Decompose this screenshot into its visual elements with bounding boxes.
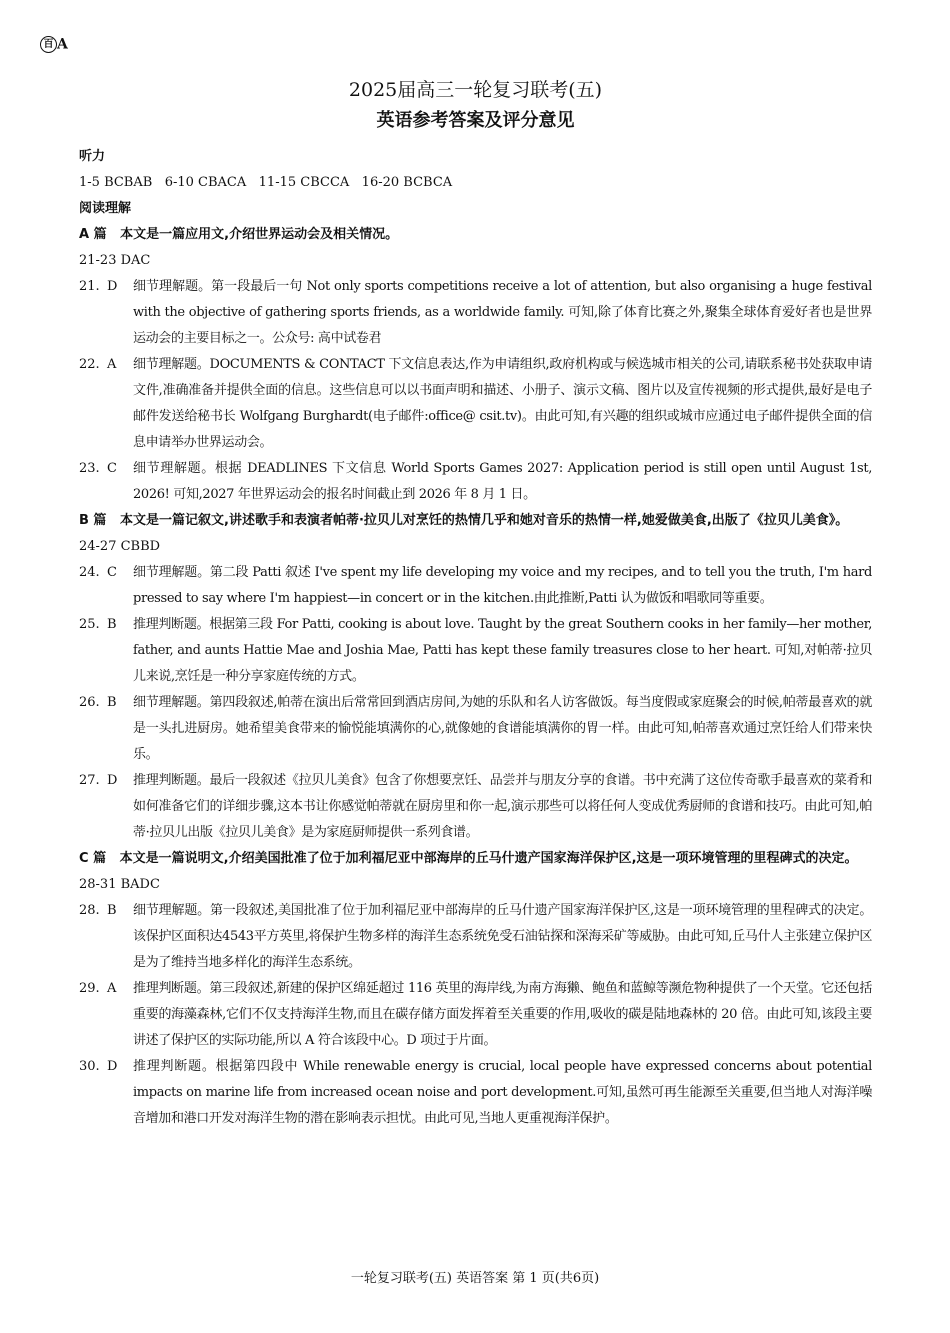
question-explanation: 细节理解题。第一段叙述,美国批准了位于加利福尼亚中部海岸的丘马什遗产国家海洋保护区,这是一项环境管理的里程碑式的决定。该保护区面积达4543平方英里,将保护生物多样的海洋生态系统免受石油钻探和深海采矿等威胁。由此可知,丘马什人主张建立保护区是为了维持当地多样化的海洋生态系统。 [133, 903, 872, 970]
answer-document [79, 76, 872, 1132]
passage-a [79, 222, 872, 508]
answer-range: 28-31 BADC [79, 877, 160, 892]
question-answer: D [107, 773, 118, 788]
question-item [79, 768, 872, 846]
question-explanation: 细节理解题。根据 DEADLINES 下文信息 World Sports Games 2027: Application period is still open until August 1st, 2026! 可知,2027 年世界运动会的报名时间截止到 2026 年 8 月 1 日。 [133, 461, 872, 502]
question-item [79, 898, 872, 976]
question-explanation: 推理判断题。根据第三段 For Patti, cooking is about love. Taught by the great Southern cooks in her family—her mother, father, and aunts Hattie Mae and Joshia Mae, Patti has kept these family treasures close to her heart. 可知,对帕蒂·拉贝儿来说,烹饪是一种分享家庭传统的方式。 [133, 617, 872, 684]
question-item [79, 976, 872, 1054]
question-item [79, 690, 872, 768]
passage-intro [79, 222, 872, 248]
question-explanation: 细节理解题。DOCUMENTS & CONTACT 下文信息表达,作为申请组织,政府机构或与候选城市相关的公司,请联系秘书处获取申请文件,准确准备并提供全面的信息。这些信息可以以书面声明和描述、小册子、演示文稿、图片以及宣传视频的形式提供,最好是电子邮件发送给秘书长 Wolfgang Burghardt(电子邮件:office@ csit.tv)。由此可知,有兴趣的组织或城市应通过电子邮件提供全面的信息申请举办世界运动会。 [133, 357, 872, 450]
passage-intro [79, 508, 872, 534]
question-item [79, 274, 872, 352]
passage-summary: 本文是一篇应用文,介绍世界运动会及相关情况。 [120, 227, 399, 242]
answer-range: 21-23 DAC [79, 253, 151, 268]
question-explanation: 细节理解题。第一段最后一句 Not only sports competitions receive a lot of attention, but also organising a huge festival with the objective of gathering sports friends, as a worldwide family. 可知,除了体育比赛之外,聚集全球体育爱好者也是世界运动会的主要目标之一。公众号: 高中试卷君 [133, 279, 872, 346]
passage-summary: 本文是一篇说明文,介绍美国批准了位于加利福尼亚中部海岸的丘马什遗产国家海洋保护区,这是一项环境管理的里程碑式的决定。 [119, 851, 858, 866]
listening-heading: 听力 [79, 149, 106, 164]
passage-b [79, 508, 872, 846]
question-explanation: 推理判断题。第三段叙述,新建的保护区绵延超过 116 英里的海岸线,为南方海獭、鲍鱼和蓝鲸等濒危物种提供了一个天堂。它还包括重要的海藻森林,它们不仅支持海洋生物,而且在碳存储方面发挥着至关重要的作用,吸收的碳是陆地森林的 20 倍。由此可知,该段主要讲述了保护区的实际功能,所以 A 符合该段中心。D 项过于片面。 [133, 981, 872, 1048]
question-answer: B [107, 903, 117, 918]
question-number: 27. [79, 773, 100, 788]
exam-badge [40, 36, 68, 53]
question-answer: A [107, 357, 117, 372]
question-item [79, 560, 872, 612]
question-number: 30. [79, 1059, 100, 1074]
question-number: 28. [79, 903, 100, 918]
passage-label: C 篇 [79, 851, 107, 866]
question-item [79, 352, 872, 456]
question-explanation: 推理判断题。根据第四段中 While renewable energy is crucial, local people have expressed concerns about potential impacts on marine life from increased ocean noise and port development.可知,虽然可再生能源至关重要,但当地人对海洋噪音增加和港口开发对海洋生物的潜在影响表示担忧。由此可见,当地人更重视海洋保护。 [133, 1059, 872, 1126]
badge-letter: A [57, 36, 68, 53]
question-item [79, 612, 872, 690]
question-answer: C [107, 565, 117, 580]
passage-intro [79, 846, 872, 872]
badge-circle-symbol: 百 [40, 36, 57, 53]
passage-label: B 篇 [79, 513, 107, 528]
question-number: 22. [79, 357, 100, 372]
question-answer: C [107, 461, 117, 476]
question-number: 25. [79, 617, 100, 632]
passage-c [79, 846, 872, 1132]
page-footer: 一轮复习联考(五) 英语答案 第 1 页(共6页) [350, 1271, 600, 1286]
question-answer: D [107, 279, 118, 294]
reading-heading: 阅读理解 [79, 201, 132, 216]
question-explanation: 细节理解题。第四段叙述,帕蒂在演出后常常回到酒店房间,为她的乐队和名人访客做饭。每当度假或家庭聚会的时候,帕蒂最喜欢的就是一头扎进厨房。她希望美食带来的愉悦能填满你的心,就像她的食谱能填满你的胃一样。由此可知,帕蒂喜欢通过烹饪给人们带来快乐。 [133, 695, 872, 762]
question-item [79, 1054, 872, 1132]
question-number: 24. [79, 565, 100, 580]
question-answer: A [107, 981, 117, 996]
passage-label: A 篇 [79, 227, 107, 242]
question-number: 26. [79, 695, 100, 710]
document-title: 2025届高三一轮复习联考(五) [348, 79, 603, 101]
question-number: 21. [79, 279, 100, 294]
answer-range: 24-27 CBBD [79, 539, 161, 554]
question-explanation: 推理判断题。最后一段叙述《拉贝儿美食》包含了你想要烹饪、品尝并与朋友分享的食谱。书中充满了这位传奇歌手最喜欢的菜肴和如何准备它们的详细步骤,这本书让你感觉帕蒂就在厨房里和你一起,演示那些可以将任何人变成优秀厨师的食谱和技巧。由此可知,帕蒂·拉贝儿出版《拉贝儿美食》是为家庭厨师提供一系列食谱。 [133, 773, 872, 840]
question-answer: D [107, 1059, 118, 1074]
question-answer: B [107, 617, 117, 632]
document-subtitle: 英语参考答案及评分意见 [376, 110, 575, 131]
question-explanation: 细节理解题。第二段 Patti 叙述 I've spent my life developing my voice and my recipes, and to tell you the truth, I'm hard pressed to say where I'm happiest—in concert or in the kitchen.由此推断,Patti 认为做饭和唱歌同等重要。 [133, 565, 872, 606]
question-number: 23. [79, 461, 100, 476]
question-item [79, 456, 872, 508]
listening-answers: 1-5 BCBAB 6-10 CBACA 11-15 CBCCA 16-20 BCBCA [79, 175, 453, 190]
passage-summary: 本文是一篇记叙文,讲述歌手和表演者帕蒂·拉贝儿对烹饪的热情几乎和她对音乐的热情一样,她爱做美食,出版了《拉贝儿美食》。 [120, 513, 849, 528]
question-number: 29. [79, 981, 100, 996]
question-answer: B [107, 695, 117, 710]
